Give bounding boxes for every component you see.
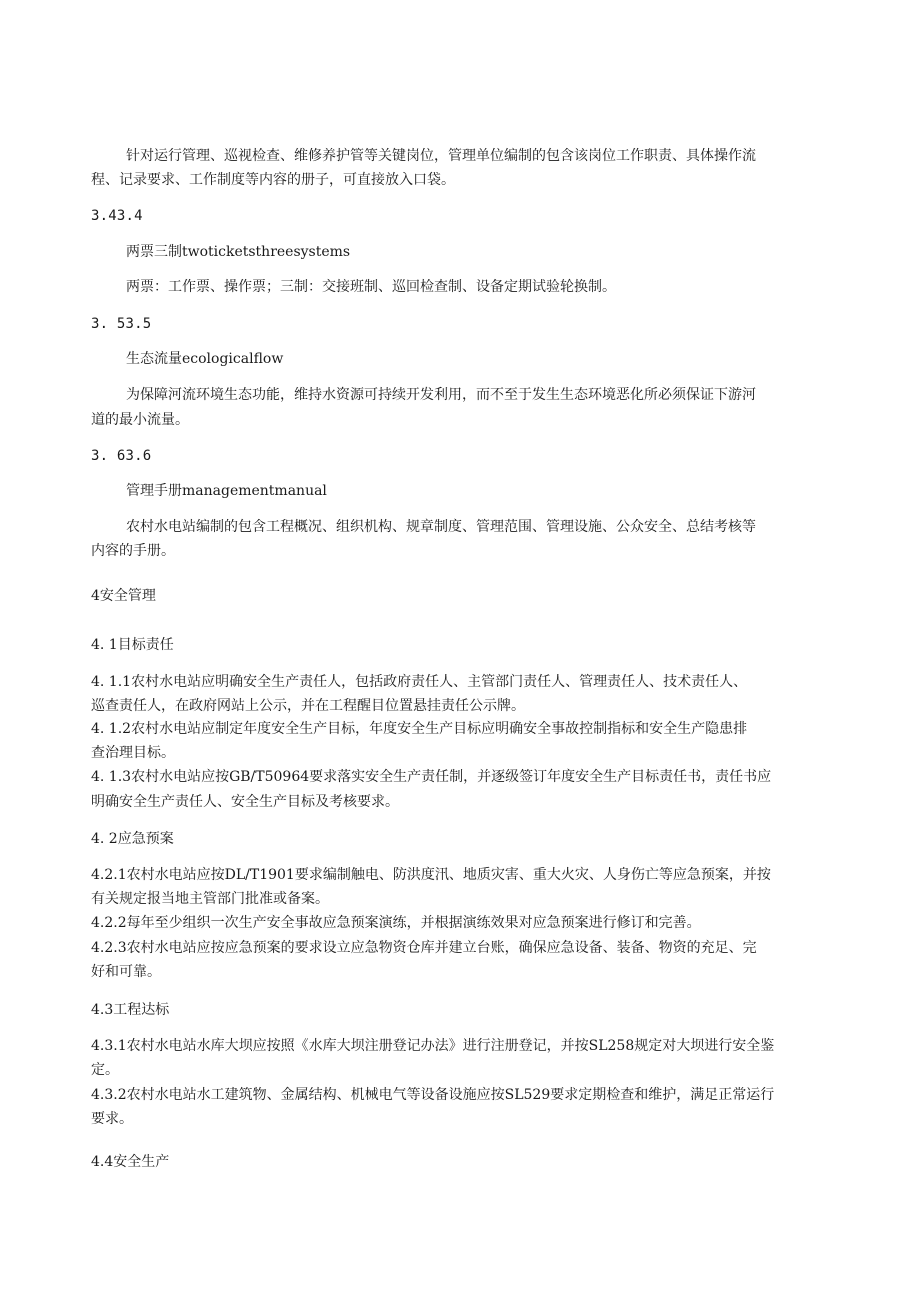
definition-text: 两票：工作票、操作票；三制：交接班制、巡回检查制、设备定期试验轮换制。 bbox=[126, 279, 616, 295]
clause-text: 明确安全生产责任人、安全生产目标及考核要求。 bbox=[91, 794, 399, 810]
clause-text: 4. 1.1农村水电站应明确安全生产责任人，包括政府责任人、主管部门责任人、管理责任人、技术责任人、 bbox=[91, 674, 748, 690]
definition-text: 道的最小流量。 bbox=[91, 412, 189, 428]
clause-text: 4. 1.2农村水电站应制定年度安全生产目标，年度安全生产目标应明确安全事故控制指标和安全生产隐患排 bbox=[91, 721, 748, 737]
definition-text: 为保障河流环境生态功能，维持水资源可持续开发利用，而不至于发生生态环境恶化所必须保证下游河 bbox=[126, 387, 756, 403]
clause-text: 4.2.2每年至少组织一次生产安全事故应急预案演练，并根据演练效果对应急预案进行修订和完善。 bbox=[91, 915, 701, 931]
definition-text: 程、记录要求、工作制度等内容的册子，可直接放入口袋。 bbox=[91, 172, 455, 188]
clause-text: 4.2.3农村水电站应按应急预案的要求设立应急物资仓库并建立台账，确保应急设备、装备、物资的充足、完 bbox=[91, 940, 757, 956]
subsection-heading: 4. 2应急预案 bbox=[91, 831, 174, 847]
clause-text: 4.3.2农村水电站水工建筑物、金属结构、机械电气等设备设施应按SL529要求定期检查和维护，满足正常运行 bbox=[91, 1087, 775, 1103]
term-title: 生态流量ecologicalflow bbox=[126, 351, 284, 367]
clause-text: 4.2.1农村水电站应按DL/T1901要求编制触电、防洪度汛、地质灾害、重大火灾、人身伤亡等应急预案，并按 bbox=[91, 867, 771, 883]
clause-number: 3. 53.5 bbox=[91, 316, 152, 332]
clause-number: 3.43.4 bbox=[91, 208, 143, 224]
clause-text: 4.3.1农村水电站水库大坝应按照《水库大坝注册登记办法》进行注册登记，并按SL258规定对大坝进行安全鉴 bbox=[91, 1038, 775, 1054]
subsection-heading: 4. 1目标责任 bbox=[91, 637, 174, 653]
term-title: 管理手册managementmanual bbox=[126, 483, 327, 499]
clause-text: 要求。 bbox=[91, 1111, 133, 1127]
clause-text: 有关规定报当地主管部门批准或备案。 bbox=[91, 891, 329, 907]
term-title: 两票三制twoticketsthreesystems bbox=[126, 244, 351, 260]
subsection-heading: 4.3工程达标 bbox=[91, 1002, 170, 1018]
definition-text: 内容的手册。 bbox=[91, 543, 175, 559]
clause-text: 巡查责任人，在政府网站上公示，并在工程醒目位置悬挂责任公示牌。 bbox=[91, 698, 525, 714]
clause-text: 好和可靠。 bbox=[91, 964, 161, 980]
section-heading: 4安全管理 bbox=[91, 588, 156, 604]
clause-number: 3. 63.6 bbox=[91, 448, 152, 464]
clause-text: 4. 1.3农村水电站应按GB/T50964要求落实安全生产责任制，并逐级签订年度安全生产目标责任书，责任书应 bbox=[91, 769, 772, 785]
definition-text: 针对运行管理、巡视检查、维修养护管等关键岗位，管理单位编制的包含该岗位工作职责、具体操作流 bbox=[126, 148, 756, 164]
clause-text: 查治理目标。 bbox=[91, 745, 175, 761]
definition-text: 农村水电站编制的包含工程概况、组织机构、规章制度、管理范围、管理设施、公众安全、总结考核等 bbox=[126, 519, 756, 535]
clause-text: 定。 bbox=[91, 1062, 119, 1078]
subsection-heading: 4.4安全生产 bbox=[91, 1154, 170, 1170]
